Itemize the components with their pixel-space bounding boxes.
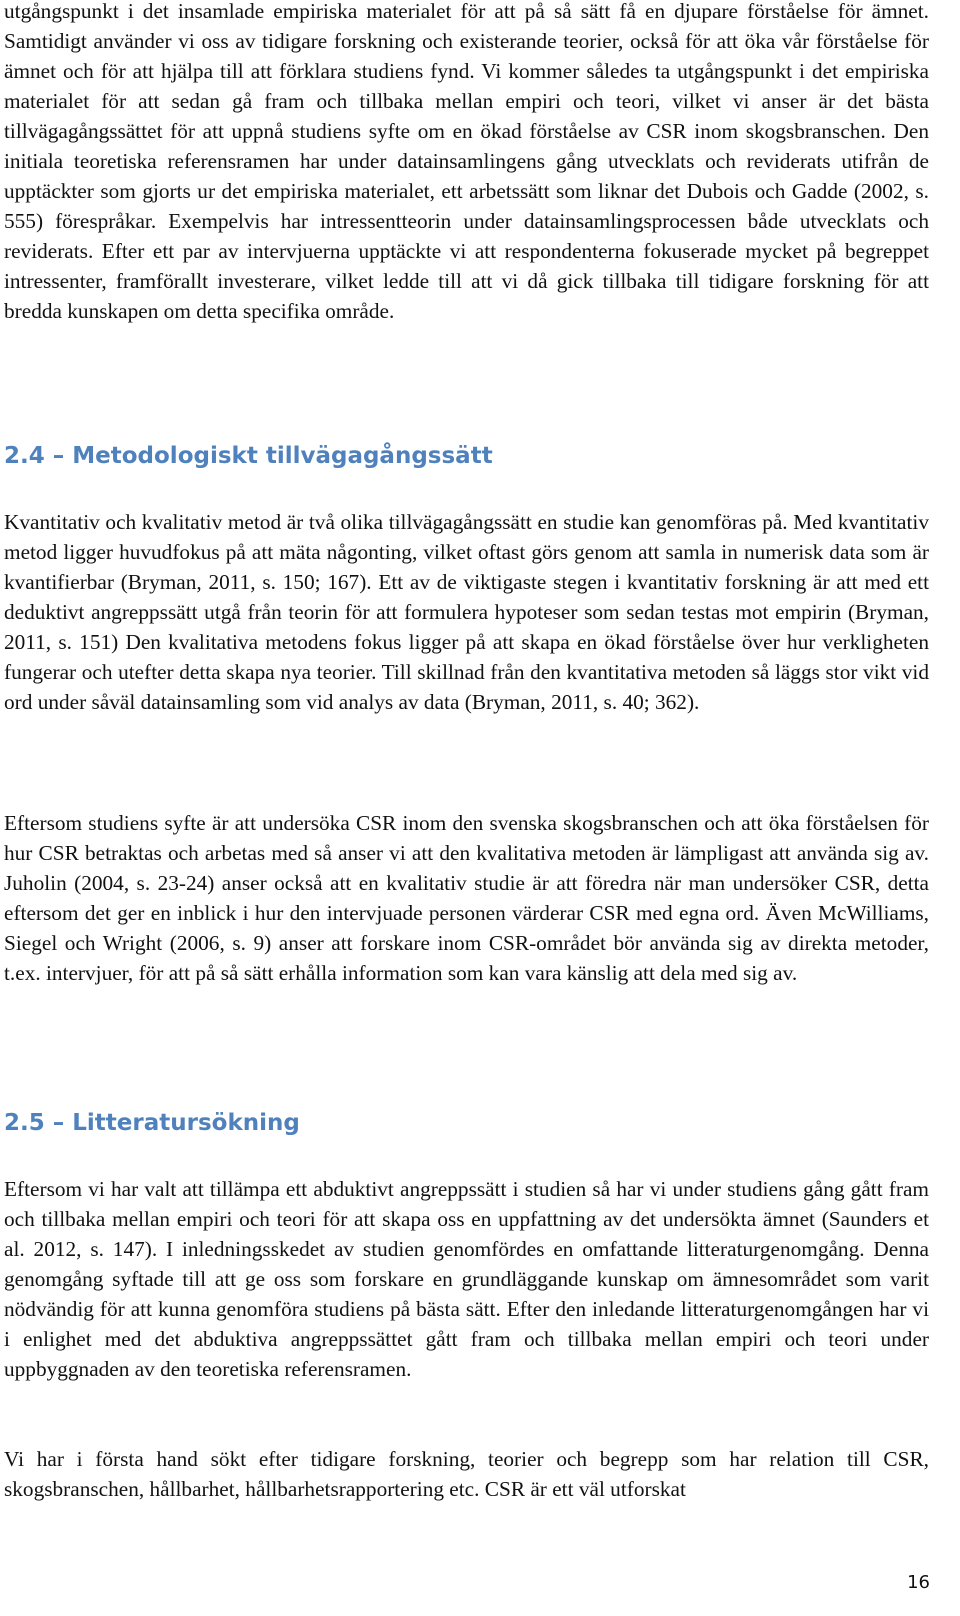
section-heading-2-5: 2.5 – Litteratursökning <box>4 1110 300 1136</box>
paragraph-literature-search: Vi har i första hand sökt efter tidigare forskning, teorier och begrepp som har relation till CSR, skogsbranschen, hållbarhet, hållbarhetsrapportering etc. CSR är ett väl utforskat <box>4 1447 929 1501</box>
paragraph-quant-qual-method: Kvantitativ och kvalitativ metod är två olika tillvägagångssätt en studie kan genomföras på. Med kvantitativ metod ligger huvudfokus på att mäta någonting, vilket oftast görs genom att samla in numerisk data som är kvantifierbar (Bryman, 2011, s. 150; 167). Ett av de viktigaste stegen i kvantitativ forskning är att med ett deduktivt angreppssätt utgå från teorin för att formulera hypoteser som sedan testas mot empirin (Bryman, 2011, s. 151) Den kvalitativa metodens fokus ligger på att skapa en ökad förståelse över hur verkligheten fungerar och utefter detta skapa nya teorier. Till skillnad från den kvantitativa metoden så läggs stor vikt vid ord under såväl datainsamling som vid analys av data (Bryman, 2011, s. 40; 362). <box>4 510 929 714</box>
paragraph-abductive-approach: utgångspunkt i det insamlade empiriska materialet för att på så sätt få en djupare förståelse för ämnet. Samtidigt använder vi oss av tidigare forskning och existerande teorier, också för att öka vår förståelse för ämnet och för att hjälpa till att förklara studiens fynd. Vi kommer således ta utgångspunkt i det empiriska materialet för att sedan gå fram och tillbaka mellan empiri och teori, vilket vi anser är det bästa tillvägagångssättet för att uppnå studiens syfte om en ökad förståelse av CSR inom skogsbranschen. Den initiala teoretiska referensramen har under datainsamlingens gång utvecklats och reviderats utifrån de upptäckter som gjorts ur det empiriska materialet, ett arbetssätt som liknar det Dubois och Gadde (2002, s. 555) förespråkar. Exempelvis har intressentteorin under datainsamlingsprocessen både utvecklats och reviderats. Efter ett par av intervjuerna upptäckte vi att respondenterna fokuserade mycket på begreppet intressenter, framförallt investerare, vilket ledde till att vi då gick tillbaka till tidigare forskning för att bredda kunskapen om detta specifika område. <box>4 0 929 323</box>
paragraph-qualitative-choice: Eftersom studiens syfte är att undersöka CSR inom den svenska skogsbranschen och att öka förståelsen för hur CSR betraktas och arbetas med så anser vi att den kvalitativa metoden är lämpligast att använda sig av. Juholin (2004, s. 23-24) anser också att en kvalitativ studie är att föredra när man undersöker CSR, detta eftersom det ger en inblick i hur den intervjuade personen värderar CSR med egna ord. Även McWilliams, Siegel och Wright (2006, s. 9) anser att forskare inom CSR-området bör använda sig av direkta metoder, t.ex. intervjuer, för att på så sätt erhålla information som kan vara känslig att dela med sig av. <box>4 811 929 985</box>
section-heading-2-4: 2.4 – Metodologiskt tillvägagångssätt <box>4 443 493 469</box>
paragraph-literature-review: Eftersom vi har valt att tillämpa ett abduktivt angreppssätt i studien så har vi under studiens gång gått fram och tillbaka mellan empiri och teori för att skapa oss en uppfattning av det undersökta ämnet (Saunders et al. 2012, s. 147). I inledningsskedet av studien genomfördes en omfattande litteraturgenomgång. Denna genomgång syftade till att ge oss som forskare en grundläggande kunskap om ämnesområdet som varit nödvändig för att kunna genomföra studiens på bästa sätt. Efter den inledande litteraturgenomgången har vi i enlighet med det abduktiva angreppssättet gått fram och tillbaka mellan empiri och teori under uppbyggnaden av den teoretiska referensramen. <box>4 1177 929 1381</box>
page-number: 16 <box>907 1572 930 1593</box>
